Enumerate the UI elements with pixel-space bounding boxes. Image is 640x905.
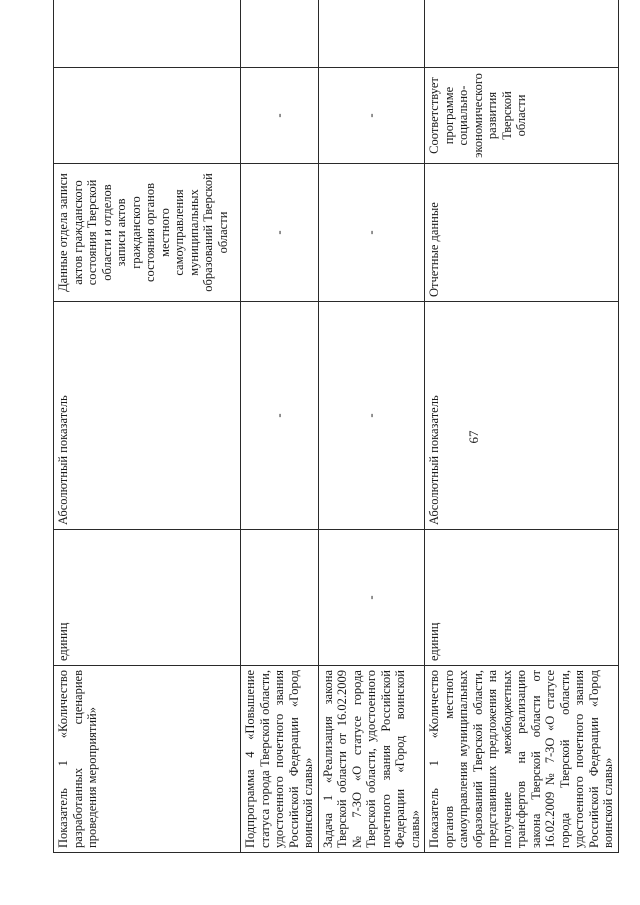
indicator-type-cell: - xyxy=(318,302,425,530)
unit-cell: - xyxy=(318,530,425,666)
extra-cell xyxy=(425,0,619,68)
data-source-cell: - xyxy=(318,164,425,302)
table-row xyxy=(425,0,619,853)
indicator-type-cell: - xyxy=(241,302,319,530)
table-row xyxy=(318,0,425,853)
indicator-cell: Показатель 1 «Количество разработанных сценариев проведения мероприятий» xyxy=(54,666,241,853)
data-source-cell: Данные отдела записи актов гражданского состояния Тверской области и отделов записи актов гражданского состояния органов местного самоуправления муниципальных образований Тверской области xyxy=(54,164,241,302)
program-link-cell xyxy=(54,68,241,164)
program-link-cell: Соответствует программе социально-экономического развития Тверской области xyxy=(425,68,619,164)
program-link-cell: - xyxy=(241,68,319,164)
page-number: 67 xyxy=(466,430,481,444)
unit-cell xyxy=(241,530,319,666)
extra-cell xyxy=(318,0,425,68)
program-link-cell: - xyxy=(318,68,425,164)
unit-cell: единиц xyxy=(425,530,619,666)
indicator-cell: Подпрограмма 4 «Повышение статуса города Тверской области, удостоенного почетного звания Российской Федерации «Город воинской славы» xyxy=(241,666,319,853)
data-source-cell: Отчетные данные xyxy=(425,164,619,302)
table-row xyxy=(241,0,319,853)
data-source-cell: - xyxy=(241,164,319,302)
indicators-table xyxy=(53,0,615,853)
table-row xyxy=(54,0,241,853)
indicator-cell: Задача 1 «Реализация закона Тверской области от 16.02.2009 № 7-ЗО «О статусе города Тверской области, удостоенного почетного звания Российской Федерации «Город воинской славы» xyxy=(318,666,425,853)
indicator-cell: Показатель 1 «Количество органов местного самоуправления муниципальных образований Тверской области, представивших предложения на получение межбюджетных трансфертов на реализацию закона Тверской области от 16.02.2009 № 7-ЗО «О статусе города Тверской области, удостоенного почетного звания Российской Федерации «Город воинской славы» xyxy=(425,666,619,853)
indicator-type-cell: Абсолютный показатель xyxy=(425,302,619,530)
indicator-type-cell: Абсолютный показатель xyxy=(54,302,241,530)
extra-cell xyxy=(241,0,319,68)
unit-cell: единиц xyxy=(54,530,241,666)
extra-cell xyxy=(54,0,241,68)
